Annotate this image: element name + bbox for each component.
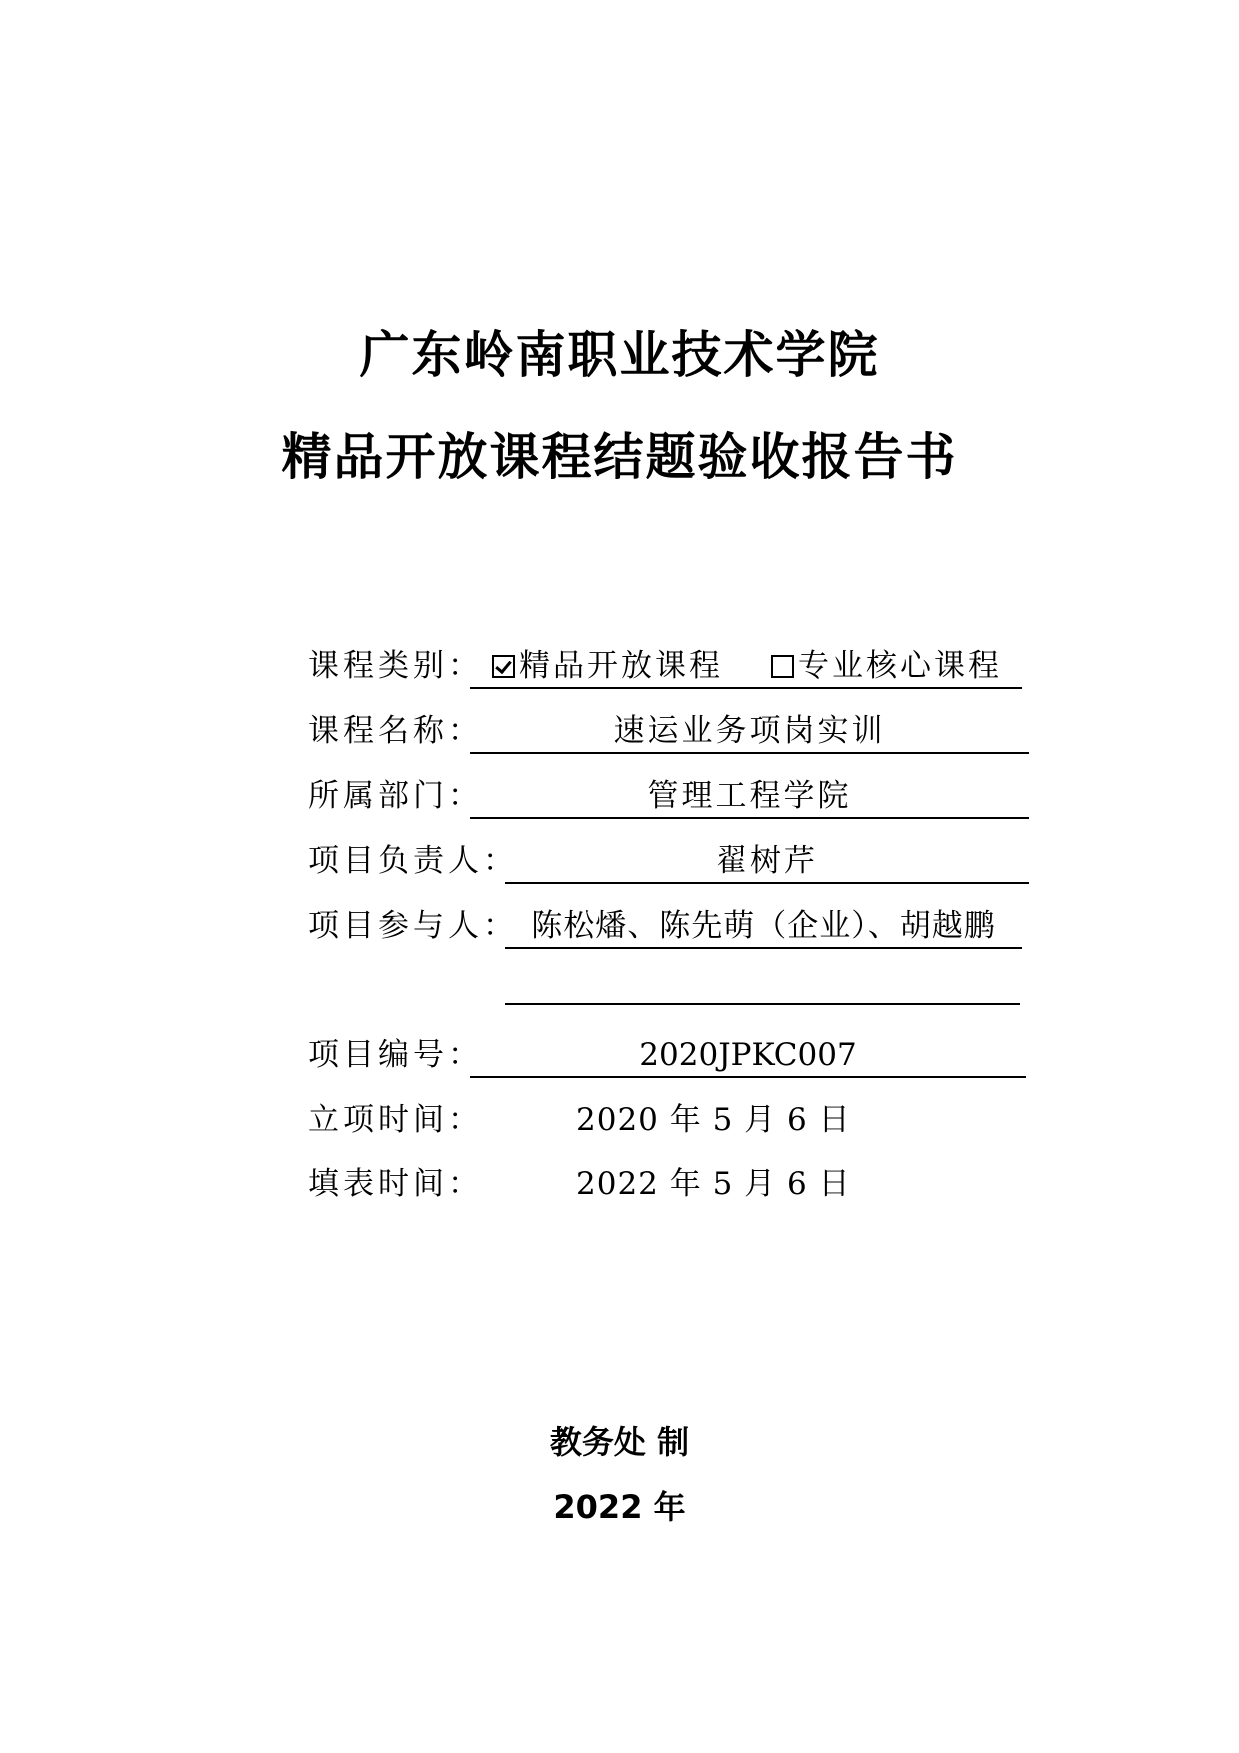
course-category-label: 课程类别： [308,648,483,684]
project-leader-field [505,838,1029,884]
start-date-row [308,1097,1038,1143]
fill-date-value: 2022 年 5 月 6 日 [576,1166,851,1202]
department-field [470,773,1029,819]
department-value: 管理工程学院 [647,778,852,814]
project-leader-label: 项目负责人： [308,843,518,879]
option-fine-open-course: 精品开放课程 [519,648,723,684]
course-name-value: 速运业务项岗实训 [613,713,886,749]
checked-box-icon[interactable] [492,655,515,678]
participants-row [308,903,1038,949]
project-leader-row [308,838,1038,884]
project-number-value: 2020JPKC007 [639,1037,857,1073]
start-date-label: 立项时间： [308,1102,483,1138]
option-core-course: 专业核心课程 [798,648,1002,684]
fill-date-label: 填表时间： [308,1166,483,1202]
footer-year: 2022 年 [553,1488,686,1526]
course-name-label: 课程名称： [308,713,483,749]
participants-label: 项目参与人： [308,908,518,944]
start-date-value: 2020 年 5 月 6 日 [576,1102,851,1138]
course-category-field [470,643,1022,689]
course-name-row [308,708,1038,754]
department-label: 所属部门： [308,778,483,814]
project-number-label: 项目编号： [308,1037,483,1073]
project-number-row [308,1032,1038,1078]
course-category-row [308,643,1028,689]
fill-date-row [308,1161,1038,1207]
document-title-line-1: 广东岭南职业技术学院 [359,326,880,384]
issuer-text: 教务处 制 [549,1423,690,1461]
course-name-field [470,708,1029,754]
participants-continuation-line [505,1003,1020,1005]
unchecked-box-icon[interactable] [771,655,794,678]
participants-field [505,903,1022,949]
participants-value: 陈松燔、陈先萌（企业）、胡越鹏 [531,908,996,944]
project-leader-value: 翟树芹 [716,843,818,879]
department-row [308,773,1038,819]
project-number-field [470,1032,1026,1078]
document-title-line-2: 精品开放课程结题验收报告书 [281,428,958,486]
